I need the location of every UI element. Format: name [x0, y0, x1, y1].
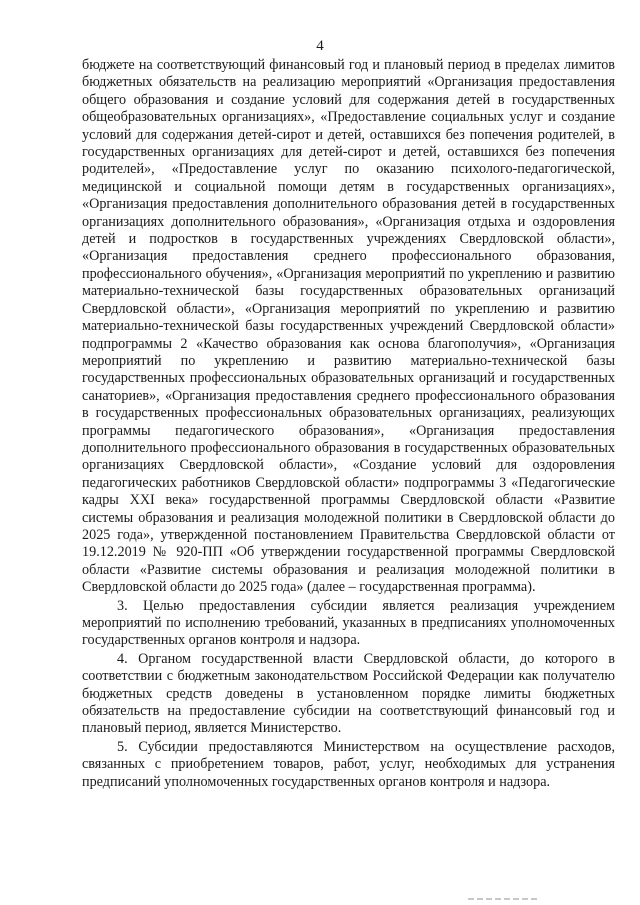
paragraph-item-3: 3. Целью предоставления субсидии является реализация учреждением мероприятий по исполнению требований, указанных в предписаниях уполномоченных государственных органов контроля и надзора. — [82, 597, 615, 649]
scan-artifact — [468, 898, 540, 900]
paragraph-item-5: 5. Субсидии предоставляются Министерством на осуществление расходов, связанных с приобретением товаров, работ, услуг, необходимых для устранения предписаний уполномоченных государственных органов контроля и надзора. — [82, 738, 615, 790]
document-body — [82, 57, 615, 791]
paragraph-continuation: бюджете на соответствующий финансовый год и плановый период в пределах лимитов бюджетных обязательств на реализацию мероприятий «Организация предоставления общего образования и создание условий для содержания детей в государственных общеобразовательных организациях», «Предоставление социальных услуг и создание условий для содержания детей-сирот и детей, оставшихся без попечения родителей, в государственных организациях для детей-сирот и детей, оставшихся без попечения родителей», «Предоставление услуг по оказанию психолого-педагогической, медицинской и социальной помощи детям в государственных организациях», «Организация предоставления дополнительного образования детей в государственных организациях дополнительного образования», «Организация отдыха и оздоровления детей и подростков в государственных учреждениях Свердловской области», «Организация предоставления среднего профессионального образования, профессионального обучения», «Организация мероприятий по укреплению и развитию материально-технической базы государственных образовательных организаций Свердловской области», «Организация мероприятий по укреплению и развитию материально-технической базы государственных учреждений Свердловской области» подпрограммы 2 «Качество образования как основа благополучия», «Организация мероприятий по укреплению и развитию материально-технической базы государственных профессиональных образовательных организаций и государственных санаториев», «Организация предоставления среднего профессионального образования в государственных профессиональных образовательных организациях, реализующих программы педагогического образования», «Организация предоставления дополнительного профессионального образования в государственных образовательных организациях Свердловской области», «Создание условий для оздоровления педагогических работников Свердловской области» подпрограммы 3 «Педагогические кадры XXI века» государственной программы Свердловской области «Развитие системы образования и реализация молодежной политики в Свердловской области до 2025 года», утвержденной постановлением Правительства Свердловской области от 19.12.2019 № 920-ПП «Об утверждении государственной программы Свердловской области «Развитие системы образования и реализация молодежной политики в Свердловской области до 2025 года» (далее – государственная программа). — [82, 57, 615, 596]
page-number: 4 — [316, 38, 324, 54]
paragraph-item-4: 4. Органом государственной власти Свердловской области, до которого в соответствии с бюджетным законодательством Российской Федерации как получателю бюджетных средств доведены в установленном порядке лимиты бюджетных обязательств на предоставление субсидии на соответствующий финансовый год и плановый период, является Министерство. — [82, 650, 615, 737]
